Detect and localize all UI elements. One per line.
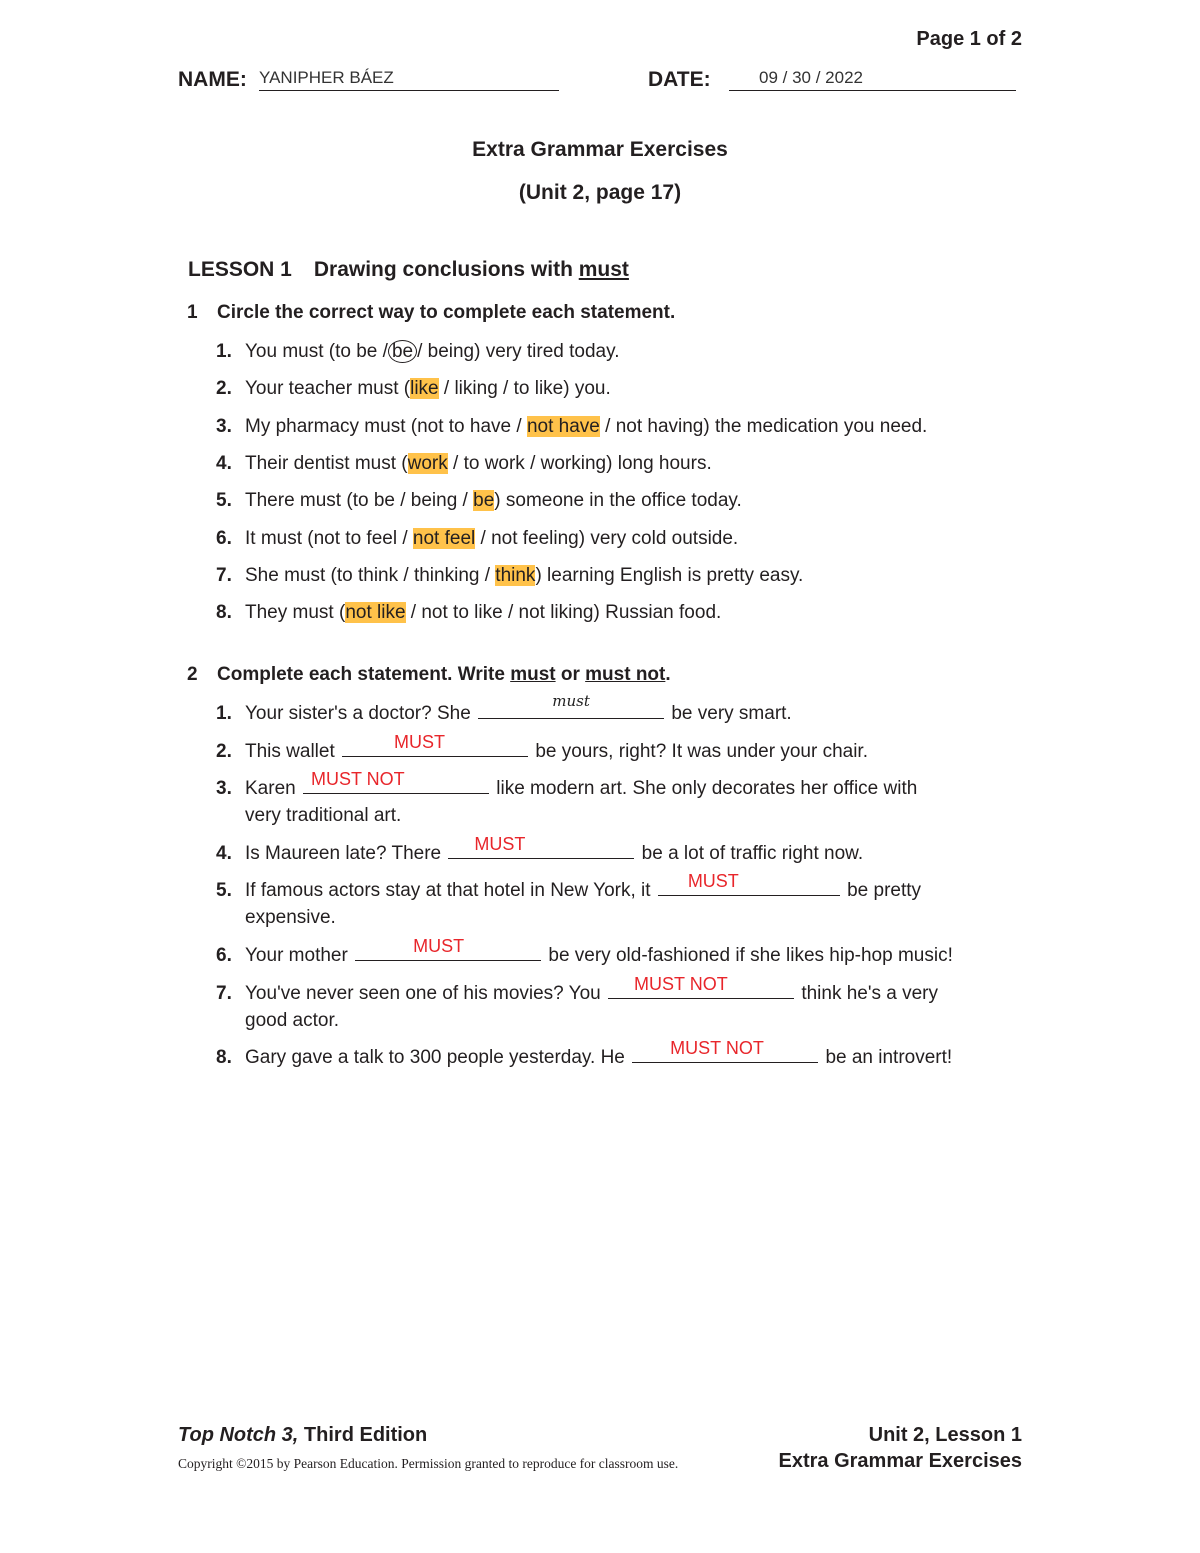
answer-blank[interactable] bbox=[303, 769, 489, 794]
typed-answer: MUST bbox=[687, 871, 739, 891]
item-number: 6. bbox=[216, 945, 232, 966]
item-text: Their dentist must ( bbox=[245, 453, 408, 474]
date-value: 09 / 30 / 2022 bbox=[759, 68, 863, 87]
ex2-item-5 bbox=[216, 871, 922, 931]
exercise2-instruction bbox=[187, 664, 671, 686]
item-text: Is Maureen late? There bbox=[245, 843, 442, 864]
exercise1-instruction-text: Circle the correct way to complete each statement. bbox=[217, 302, 676, 323]
item-number: 3. bbox=[216, 416, 232, 437]
instruction-must: must bbox=[510, 664, 556, 685]
typed-answer: MUST NOT bbox=[670, 1038, 764, 1058]
instruction-text: or bbox=[555, 664, 586, 685]
name-value: YANIPHER BÁEZ bbox=[259, 68, 394, 87]
ex1-item-3 bbox=[216, 413, 927, 440]
item-text: be an introvert! bbox=[825, 1047, 953, 1068]
item-text: / liking / to like) you. bbox=[438, 378, 611, 399]
document-subtitle: (Unit 2, page 17) bbox=[518, 181, 682, 204]
highlighted-answer[interactable]: like bbox=[410, 378, 439, 399]
item-number: 3. bbox=[216, 778, 232, 799]
ex2-item-3 bbox=[216, 769, 918, 829]
item-number: 1. bbox=[216, 703, 232, 724]
instruction-must-not: must not bbox=[585, 664, 666, 685]
ex1-item-5 bbox=[216, 487, 742, 514]
item-number: 2. bbox=[216, 378, 232, 399]
item-number: 5. bbox=[216, 880, 232, 901]
item-text: / not having) the medication you need. bbox=[599, 416, 928, 437]
item-number: 5. bbox=[216, 490, 232, 511]
item-text: think he's a very bbox=[801, 983, 939, 1004]
typed-answer: MUST bbox=[474, 834, 526, 854]
page-number: Page 1 of 2 bbox=[916, 28, 1022, 50]
lesson-heading bbox=[188, 258, 629, 282]
lesson-topic-must: must bbox=[578, 258, 629, 281]
answer-blank[interactable] bbox=[658, 871, 840, 896]
typed-answer: MUST bbox=[394, 732, 446, 752]
item-number: 4. bbox=[216, 843, 232, 864]
book-title-italic: Top Notch 3, bbox=[178, 1424, 299, 1446]
item-number: 4. bbox=[216, 453, 232, 474]
answer-blank[interactable] bbox=[478, 692, 664, 719]
highlighted-answer[interactable]: think bbox=[495, 565, 536, 586]
item-text: Your sister's a doctor? She bbox=[245, 703, 471, 724]
item-continuation: expensive. bbox=[245, 907, 336, 928]
typed-answer: MUST bbox=[413, 936, 465, 956]
instruction-text: Complete each statement. Write bbox=[217, 664, 511, 685]
highlighted-answer[interactable]: work bbox=[407, 453, 448, 474]
item-text: It must (not to feel / bbox=[245, 528, 413, 549]
ex1-item-2 bbox=[216, 375, 611, 402]
answer-blank[interactable] bbox=[355, 936, 541, 961]
highlighted-answer[interactable]: be bbox=[473, 490, 495, 511]
item-text: ) someone in the office today. bbox=[494, 490, 742, 511]
item-number: 8. bbox=[216, 1047, 232, 1068]
item-text: be very smart. bbox=[671, 703, 792, 724]
answer-blank[interactable] bbox=[448, 834, 634, 859]
item-text: This wallet bbox=[245, 741, 335, 762]
answer-blank[interactable] bbox=[632, 1038, 818, 1063]
lesson-label: LESSON 1 bbox=[188, 258, 292, 281]
name-field[interactable] bbox=[259, 64, 559, 91]
circled-answer[interactable]: be bbox=[388, 340, 417, 363]
ex1-item-4 bbox=[216, 450, 712, 477]
item-text: You've never seen one of his movies? You bbox=[245, 983, 601, 1004]
item-text: You must (to be / bbox=[245, 341, 388, 362]
item-text: Karen bbox=[245, 778, 296, 799]
item-number: 1. bbox=[216, 341, 232, 362]
footer-section: Extra Grammar Exercises bbox=[778, 1450, 1022, 1472]
handwritten-answer: must bbox=[552, 692, 590, 710]
item-text: Your teacher must ( bbox=[245, 378, 411, 399]
item-text: be very old-fashioned if she likes hip-hop music! bbox=[548, 945, 953, 966]
ex2-item-2 bbox=[216, 732, 868, 765]
ex2-item-4 bbox=[216, 834, 864, 867]
item-continuation: good actor. bbox=[245, 1010, 340, 1031]
exercise2-number: 2 bbox=[187, 664, 198, 685]
name-label: NAME: bbox=[178, 68, 247, 91]
item-text: There must (to be / being / bbox=[245, 490, 474, 511]
item-text: / to work / working) long hours. bbox=[447, 453, 712, 474]
item-text: ) learning English is pretty easy. bbox=[535, 565, 804, 586]
ex2-item-1 bbox=[216, 692, 792, 727]
item-number: 2. bbox=[216, 741, 232, 762]
book-edition: Third Edition bbox=[298, 1424, 428, 1446]
item-text: Gary gave a talk to 300 people yesterday. He bbox=[245, 1047, 625, 1068]
item-text: be pretty bbox=[847, 880, 922, 901]
ex1-item-1 bbox=[216, 338, 620, 365]
ex1-item-7 bbox=[216, 562, 803, 589]
exercise1-number: 1 bbox=[187, 302, 198, 323]
lesson-topic: Drawing conclusions with bbox=[313, 258, 579, 281]
item-text: be a lot of traffic right now. bbox=[641, 843, 864, 864]
item-text: My pharmacy must (not to have / bbox=[245, 416, 527, 437]
item-text: / not to like / not liking) Russian food. bbox=[405, 602, 722, 623]
date-field[interactable] bbox=[729, 64, 1016, 91]
copyright-notice: Copyright ©2015 by Pearson Education. Permission granted to reproduce for classroom use. bbox=[178, 1456, 679, 1471]
highlighted-answer[interactable]: not feel bbox=[412, 528, 476, 549]
item-text: Your mother bbox=[245, 945, 348, 966]
item-text: She must (to think / thinking / bbox=[245, 565, 496, 586]
footer-unit: Unit 2, Lesson 1 bbox=[868, 1424, 1022, 1446]
item-number: 7. bbox=[216, 983, 232, 1004]
item-text: / not feeling) very cold outside. bbox=[475, 528, 739, 549]
item-text: If famous actors stay at that hotel in New York, it bbox=[245, 880, 651, 901]
highlighted-answer[interactable]: not have bbox=[526, 416, 600, 437]
answer-blank[interactable] bbox=[342, 732, 528, 757]
typed-answer: MUST NOT bbox=[634, 974, 728, 994]
item-text: like modern art. She only decorates her office with bbox=[496, 778, 918, 799]
item-text: / being) very tired today. bbox=[417, 341, 620, 362]
ex2-item-7 bbox=[216, 974, 939, 1034]
typed-answer: MUST NOT bbox=[310, 769, 405, 789]
ex2-item-8 bbox=[216, 1038, 953, 1071]
item-text: be yours, right? It was under your chair. bbox=[535, 741, 868, 762]
item-text: They must ( bbox=[245, 602, 346, 623]
answer-blank[interactable] bbox=[608, 974, 794, 999]
item-number: 7. bbox=[216, 565, 232, 586]
highlighted-answer[interactable]: not like bbox=[345, 602, 406, 623]
footer-book-title bbox=[178, 1424, 427, 1447]
item-number: 8. bbox=[216, 602, 232, 623]
item-number: 6. bbox=[216, 528, 232, 549]
instruction-text: . bbox=[665, 664, 671, 685]
exercise1-instruction bbox=[187, 302, 676, 324]
item-continuation: very traditional art. bbox=[245, 805, 402, 826]
ex2-item-6 bbox=[216, 936, 953, 969]
date-label: DATE: bbox=[648, 68, 711, 91]
ex1-item-8 bbox=[216, 599, 721, 626]
ex1-item-6 bbox=[216, 525, 738, 552]
document-title: Extra Grammar Exercises bbox=[472, 138, 728, 161]
